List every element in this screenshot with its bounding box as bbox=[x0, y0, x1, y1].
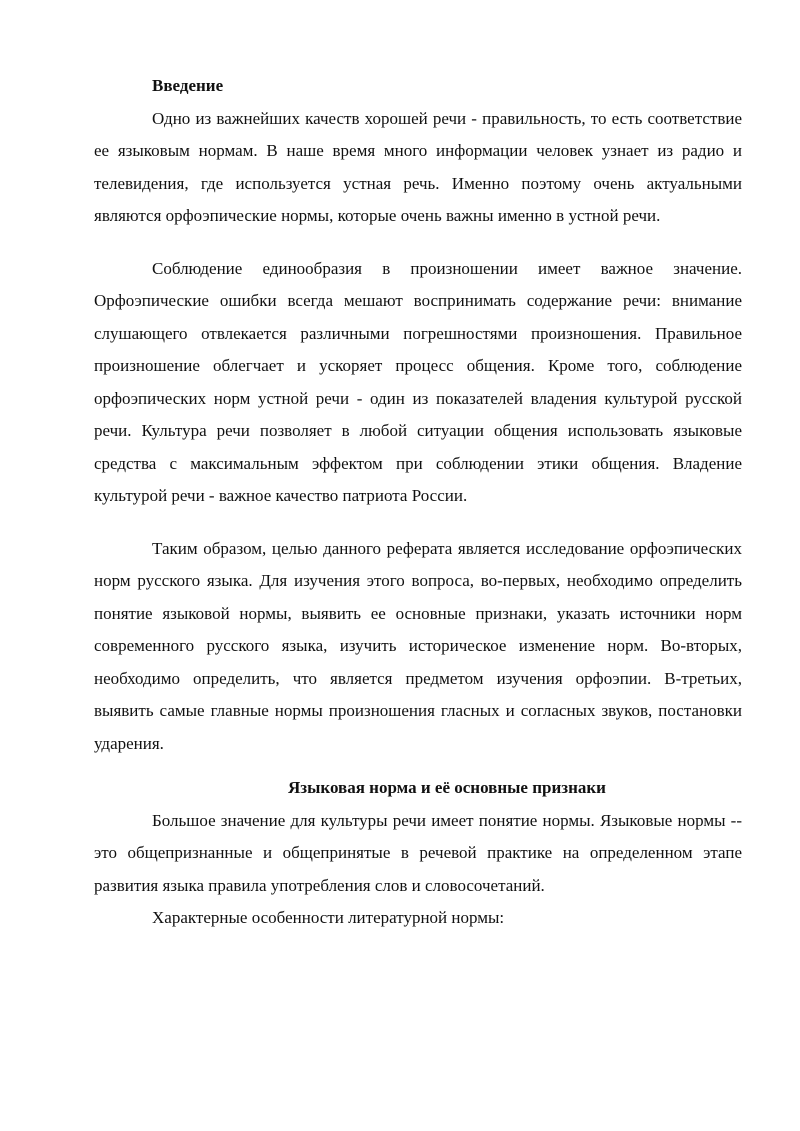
paragraph: Одно из важнейших качеств хорошей речи - правильность, то есть соответствие ее языковым нормам. В наше время много информации человек узнает из радио и телевидения, где используется устная речь. Именно поэтому очень актуальными являются орфоэпические нормы, которые очень важны именно в устной речи. bbox=[94, 108, 742, 225]
paragraph: Большое значение для культуры речи имеет понятие нормы. Языковые нормы -- это общепризнанные и общепринятые в речевой практике на определенном этапе развития языка правила употребления слов и словосочетаний. bbox=[94, 810, 742, 895]
paragraph-spacer bbox=[94, 760, 742, 772]
paragraph-spacer bbox=[94, 513, 742, 533]
section-heading-introduction: Введение bbox=[152, 76, 224, 95]
paragraph-spacer bbox=[94, 233, 742, 253]
section-heading-language-norm: Языковая норма и её основные признаки bbox=[288, 778, 606, 797]
paragraph: Характерные особенности литературной нормы: bbox=[152, 908, 505, 927]
paragraph: Соблюдение единообразия в произношении имеет важное значение. Орфоэпические ошибки всегда мешают воспринимать содержание речи: внимание слушающего отвлекается различными погрешностями произношения. Правильное произношение облегчает и ускоряет процесс общения. Кроме того, соблюдение орфоэпических норм устной речи - один из показателей владения культурой русской речи. Культура речи позволяет в любой ситуации общения использовать языковые средства с максимальным эффектом при соблюдении этики общения. Владение культурой речи - важное качество патриота России. bbox=[94, 258, 742, 505]
paragraph: Таким образом, целью данного реферата является исследование орфоэпических норм русского языка. Для изучения этого вопроса, во-первых, необходимо определить понятие языковой нормы, выявить ее основные признаки, указать источники норм современного русского языка, изучить историческое изменение норм. Во-вторых, необходимо определить, что является предметом изучения орфоэпии. В-третьих, выявить самые главные нормы произношения гласных и согласных звуков, постановки ударения. bbox=[94, 538, 742, 753]
